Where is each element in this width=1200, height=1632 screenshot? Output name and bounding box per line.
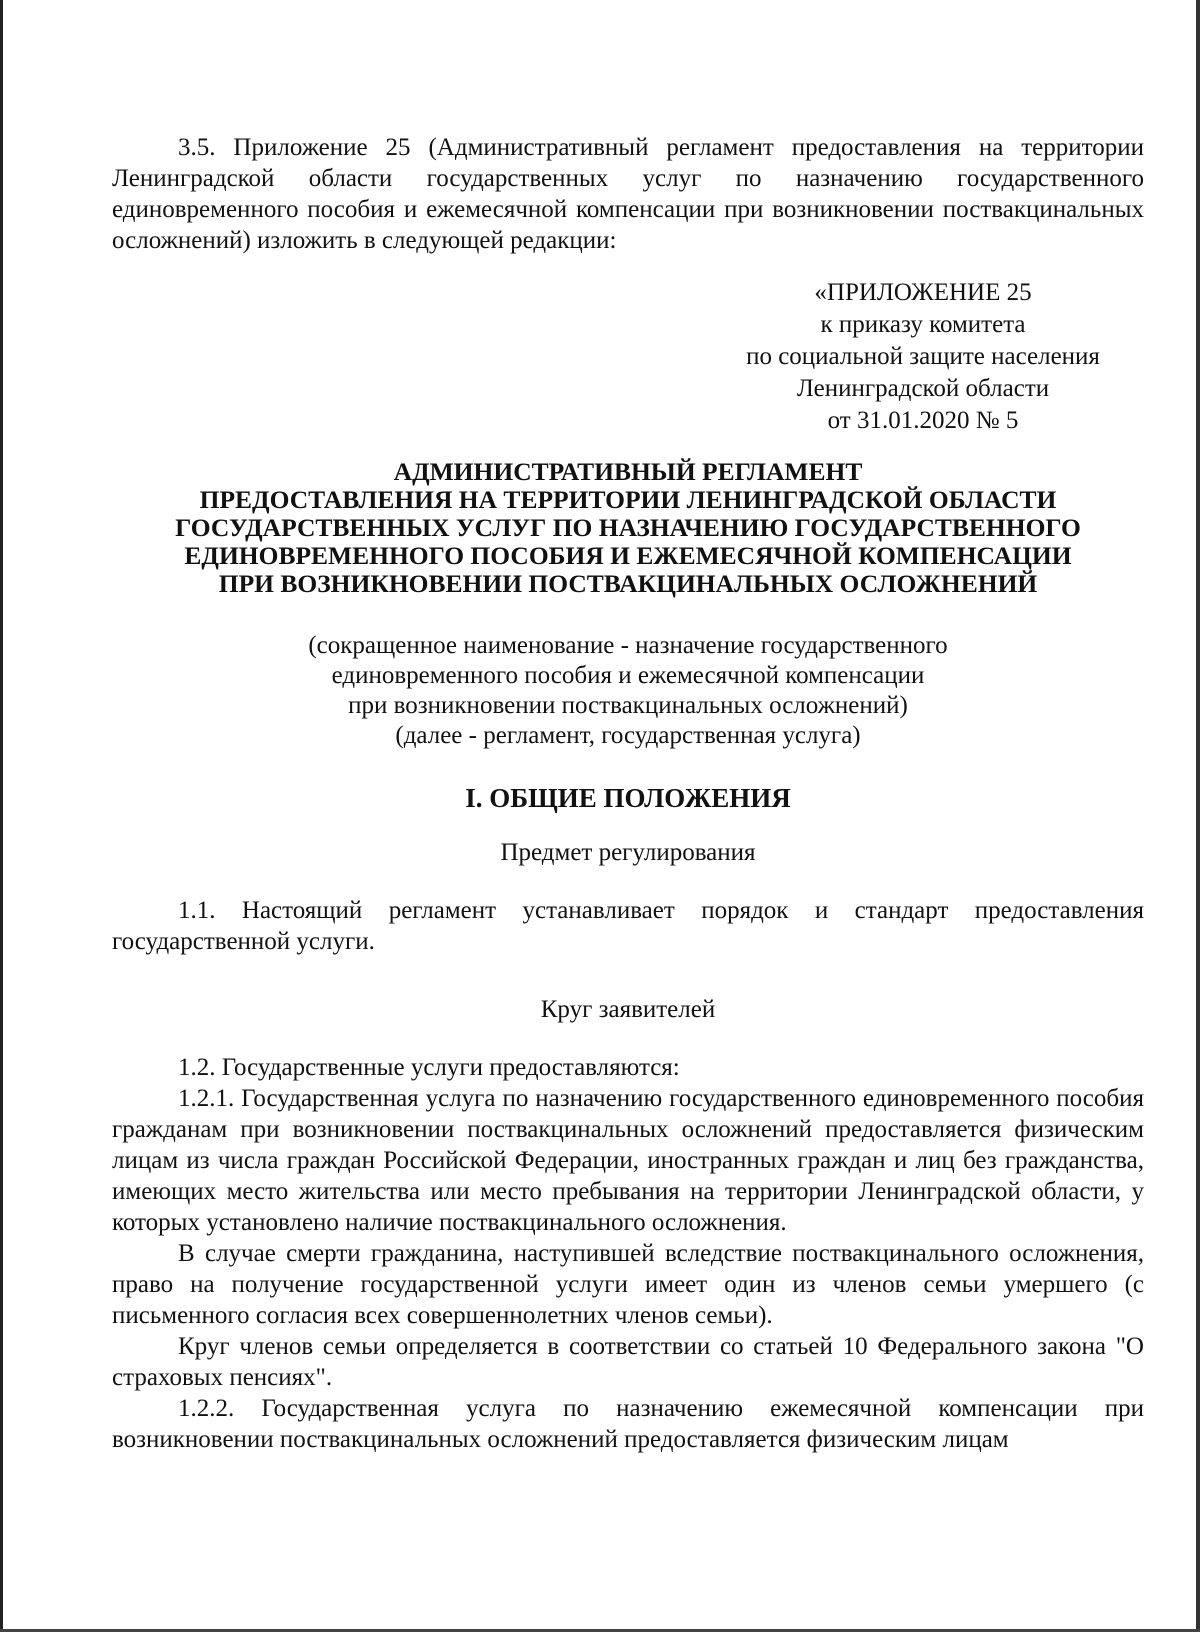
section-heading: I. ОБЩИЕ ПОЛОЖЕНИЯ (465, 783, 791, 813)
appendix-block (112, 277, 1144, 437)
regulation-title-line: ПРЕДОСТАВЛЕНИЯ НА ТЕРРИТОРИИ ЛЕНИНГРАДСКОЙ ОБЛАСТИ (199, 485, 1057, 514)
appendix-title: «ПРИЛОЖЕНИЕ 25 (814, 279, 1032, 306)
applicants-heading: Круг заявителей (540, 996, 716, 1023)
document-page (112, 132, 1144, 1455)
subject-heading: Предмет регулирования (500, 839, 756, 866)
appendix-line-order: к приказу комитета (820, 311, 1026, 338)
regulation-title (112, 458, 1144, 598)
appendix-date-number: от 31.01.2020 № 5 (827, 407, 1019, 434)
short-name-line: единовременного пособия и ежемесячной компенсации (331, 662, 925, 689)
short-name-line: (сокращенное наименование - назначение государственного (308, 632, 948, 659)
scan-edge-right (1196, 0, 1200, 1632)
paragraph-1-2: 1.2. Государственные услуги предоставляются: (178, 1054, 680, 1081)
regulation-title-line: ПРИ ВОЗНИКНОВЕНИИ ПОСТВАКЦИНАЛЬНЫХ ОСЛОЖНЕНИЙ (218, 569, 1038, 598)
scan-edge-left (0, 0, 3, 1632)
intro-paragraph: 3.5. Приложение 25 (Административный регламент предоставления на территории Ленинградской области государственных услуг по назначению государственного единовременного пособия и ежемесячной компенсации при возникновении поствакцинальных осложнений) изложить в следующей редакции: (112, 134, 1144, 254)
short-name-block (112, 631, 1144, 751)
paragraph-1-1: 1.1. Настоящий регламент устанавливает порядок и стандарт предоставления государственной услуги. (112, 897, 1144, 955)
appendix-line-region: Ленинградской области (796, 375, 1050, 402)
paragraph-1-2-2: 1.2.2. Государственная услуга по назначению ежемесячной компенсации при возникновении поствакцинальных осложнений предоставляется физическим лицам (112, 1395, 1144, 1453)
paragraph-1-2-1: 1.2.1. Государственная услуга по назначению государственного единовременного пособия гражданам при возникновении поствакцинальных осложнений предоставляется физическим лицам из числа граждан Российской Федерации, иностранных граждан и лиц без гражданства, имеющих место жительства или место пребывания на территории Ленинградской области, у которых установлено наличие поствакцинального осложнения. (112, 1085, 1144, 1236)
paragraph-family: Круг членов семьи определяется в соответствии со статьей 10 Федерального закона "О страховых пенсиях". (112, 1333, 1144, 1391)
appendix-line-committee: по социальной защите населения (746, 343, 1100, 370)
paragraph-death: В случае смерти гражданина, наступившей вследствие поствакцинального осложнения, право на получение государственной услуги имеет один из членов семьи умершего (с письменного согласия всех совершеннолетних членов семьи). (112, 1240, 1144, 1329)
regulation-title-line: АДМИНИСТРАТИВНЫЙ РЕГЛАМЕНТ (393, 457, 863, 486)
short-name-line: (далее - регламент, государственная услуга) (395, 722, 861, 749)
short-name-line: при возникновении поствакцинальных осложнений) (348, 692, 908, 719)
regulation-title-line: ГОСУДАРСТВЕННЫХ УСЛУГ ПО НАЗНАЧЕНИЮ ГОСУДАРСТВЕННОГО (175, 513, 1081, 542)
regulation-title-line: ЕДИНОВРЕМЕННОГО ПОСОБИЯ И ЕЖЕМЕСЯЧНОЙ КОМПЕНСАЦИИ (184, 541, 1072, 570)
